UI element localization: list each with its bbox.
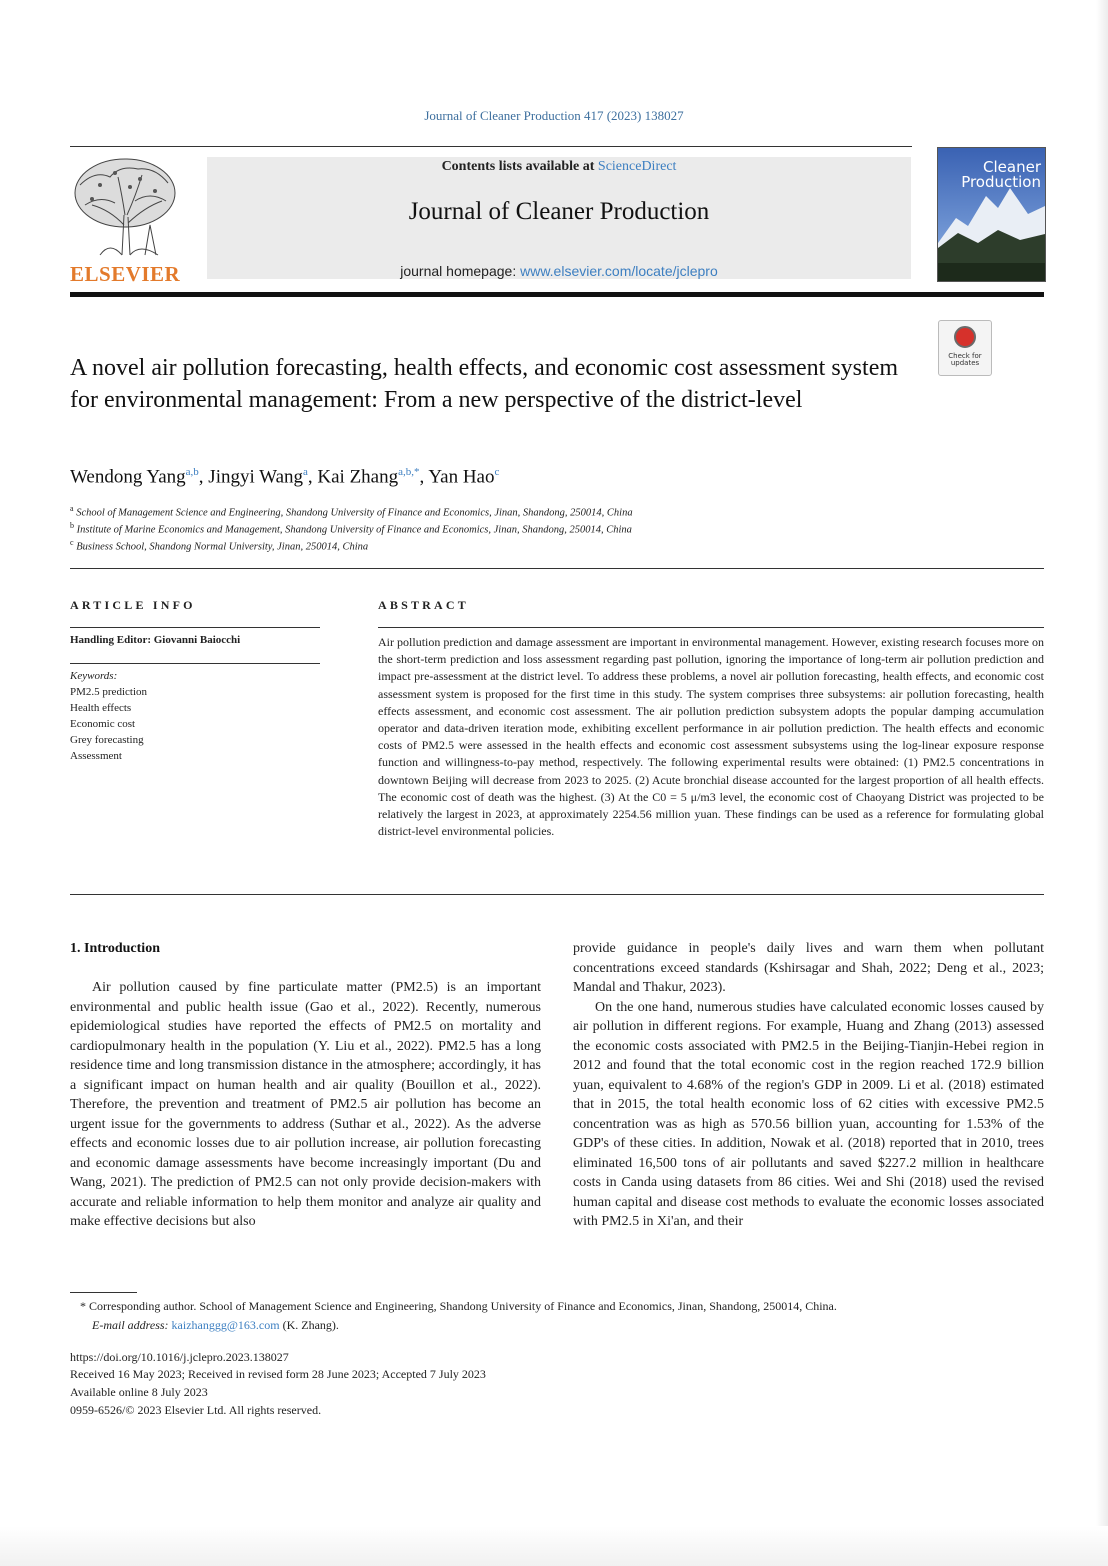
footnote-rule [70,1292,137,1293]
abstract-bottom-rule [70,894,1044,895]
email-suffix: (K. Zhang). [282,1318,339,1332]
affiliation [70,504,970,519]
abstract-heading: ABSTRACT [378,598,469,612]
author-affiliation-mark[interactable]: a [303,466,308,478]
received-dates: Received 16 May 2023; Received in revised form 28 June 2023; Accepted 7 July 2023 [70,1367,486,1381]
right-text-column [573,939,1044,1232]
journal-homepage-line [207,263,911,279]
corresponding-author-note: * Corresponding author. School of Management Science and Engineering, Shandong University of Finance and Economics, Jinan, Shandong, 250014, China. [80,1299,837,1313]
keywords-label: Keywords: [70,670,118,682]
author-name[interactable]: Wendong Yang [70,466,186,488]
contents-available-line [207,159,911,175]
journal-citation[interactable]: Journal of Cleaner Production 417 (2023) 138027 [424,108,684,123]
affiliation-text: Institute of Marine Economics and Management, Shandong University of Finance and Economics, Jinan, Shandong, 250014, China [76,524,632,536]
body-paragraph: Air pollution caused by fine particulate matter (PM2.5) is an important environmental and public health issue (Gao et al., 2022). Recently, numerous epidemiological studies have reported the effects of PM2.5 on mortality and cardiopulmonary health in the population (Y. Liu et al., 2022). PM2.5 has a long residence time and long transmission distance in the atmosphere; accordingly, it has a significant impact on human health and air quality (Bouillon et al., 2022). Therefore, the prevention and treatment of PM2.5 air pollution has become an urgent issue for the governments to address (Suthar et al., 2022). As the adverse effects and economic losses due to air pollution increase, air pollution forecasting and economic damage assessments have become increasingly important (Du and Wang, 2021). The prediction of PM2.5 can not only provide decision-makers with accurate and reliable information to help them monitor and analyze air quality and make effective decisions but also [70,980,541,1229]
cover-title-line2: Production [961,173,1041,191]
crossmark-icon [954,326,976,348]
affiliation-text: Business School, Shandong Normal University, Jinan, 250014, China [76,541,369,553]
body-paragraph: On the one hand, numerous studies have calculated economic losses caused by air pollution in different regions. For example, Huang and Zhang (2013) assessed the economic costs associated with PM2.5 in the Beijing-Tianjin-Hebei region in 2012 and found that the total economic cost in the region reached 172.9 billion yuan, equivalent to 4.68% of the region's GDP in 2009. Li et al. (2018) estimated that in 2015, the total health economic loss of 62 cities with excessive PM2.5 concentration was as high as 570.56 billion yuan, accounting for 1.53% of the GDP's of these cities. In addition, Nowak et al. (2018) reported that in 2010, trees eliminated 16,500 tons of air pollutants and saved $227.2 million in healthcare costs in Canda using datasets from 86 cities. Wei and Shi (2018) used the revised human capital and disease cost methods to evaluate the economic losses associated with PM2.5 in Xi'an, and their [573,999,1044,1229]
available-online: Available online 8 July 2023 [70,1385,208,1399]
affiliation-text: School of Management Science and Engineering, Shandong University of Finance and Economics, Jinan, Shandong, 250014, China [76,507,633,519]
homepage-prefix: journal homepage: [400,263,521,279]
author-affiliation-mark[interactable]: a,b,* [398,466,420,478]
doi-link[interactable]: https://doi.org/10.1016/j.jclepro.2023.138027 [70,1350,289,1364]
section-heading-introduction: 1. Introduction [70,941,160,956]
abstract-rule [378,627,1044,628]
cover-title [961,160,1041,190]
author-list: Wendong Yang$^{a,b}$, Jingyi Wang$^a$, Kai Zhang$^{a,b,*}$, Yan Hao$^c$ [70,466,500,488]
check-updates-line1: Check for [948,352,982,360]
affiliation-mark: b [70,521,74,530]
page-bottom-shadow [0,1526,1108,1566]
article-info-rule [70,627,320,628]
author-affiliation-mark[interactable]: c [494,466,500,478]
page-edge-shadow [1096,0,1108,1566]
body-paragraph: provide guidance in people's daily lives and warn them when pollutant concentrations exceed standards (Kshirsagar and Shah, 2022; Deng et al., 2023; Mandal and Thakur, 2023). [573,941,1044,995]
journal-cover-image-icon [937,147,1046,282]
affiliation-mark: c [70,538,74,547]
corresponding-author-text: Corresponding author. School of Management Science and Engineering, Shandong University of Finance and Economics, Jinan, Shandong, 250014, China. [89,1299,837,1313]
homepage-link[interactable]: www.elsevier.com/locate/jclepro [520,263,718,279]
cover-title-line1: Cleaner [983,158,1041,176]
author-name[interactable]: Kai Zhang [317,466,399,488]
abstract-text: Air pollution prediction and damage assessment are important in environmental management. However, existing research focuses more on the short-term prediction and loss assessment regarding past pollution, ignoring the importance of long-term air pollution prediction and impact pre-assessment at the district level. To address these problems, a novel air pollution forecasting, health effects, and economic cost assessment system is proposed for the first time in this study. The system comprises three subsystems: air pollution forecasting, health effects assessment, and economic cost assessment. The air pollution prediction subsystem adopts the popular damping accumulation operator and data-driven iteration mode, exhibiting excellent performance in air pollution prediction. The health effects and economic costs of PM2.5 were assessed in the health effects and economic cost assessment subsystems using the log-linear exposure response function and willingness-to-pay method, respectively. The following experimental results were obtained: (1) PM2.5 concentrations in downtown Beijing will decrease from 2023 to 2025. (2) Acute bronchial disease accounted for the largest proportion of all health effects. The economic cost of death was the highest. (3) At the C0 = 5 μ/m3 level, the economic cost of Chaoyang District was projected to be relatively the largest in 2023, at approximately 2254.56 million yuan. These findings can be used as a reference for formulating global district-level environmental policies. [378,635,1044,839]
check-updates-line2: updates [950,359,980,367]
keyword-item[interactable]: Health effects [70,702,132,714]
author-name[interactable]: Jingyi Wang [208,466,303,488]
keyword-item[interactable]: PM2.5 prediction [70,686,147,698]
article-info-heading: ARTICLE INFO [70,598,196,612]
article-info-rule [70,663,320,664]
left-text-column [70,978,541,1232]
email-label: E-mail address: [92,1318,169,1332]
contents-prefix: Contents lists available at [441,159,598,174]
journal-title: Journal of Cleaner Production [408,198,710,225]
handling-editor: Handling Editor: Giovanni Baiocchi [70,634,241,646]
masthead-top-rule [70,146,912,147]
check-for-updates-button[interactable] [938,320,992,376]
sciencedirect-link[interactable]: ScienceDirect [597,159,677,174]
affiliation [70,538,970,553]
email-link[interactable]: kaizhanggg@163.com [171,1318,280,1332]
affiliation-mark: a [70,504,74,513]
copyright-line: 0959-6526/© 2023 Elsevier Ltd. All rights reserved. [70,1403,322,1417]
keyword-item[interactable]: Economic cost [70,718,136,730]
affiliation [70,521,970,536]
author-name[interactable]: Yan Hao [428,466,495,488]
front-matter-rule [70,568,1044,569]
check-updates-label [939,353,991,367]
publisher-logo-text: ELSEVIER [70,262,181,286]
masthead-bottom-rule [70,292,1044,297]
email-line [92,1318,339,1333]
article-title: A novel air pollution forecasting, health effects, and economic cost assessment system for environmental management: From a new perspective of the district-level [70,355,899,413]
keyword-item[interactable]: Grey forecasting [70,734,144,746]
keyword-item[interactable]: Assessment [70,750,122,762]
author-affiliation-mark[interactable]: a,b [185,466,199,478]
